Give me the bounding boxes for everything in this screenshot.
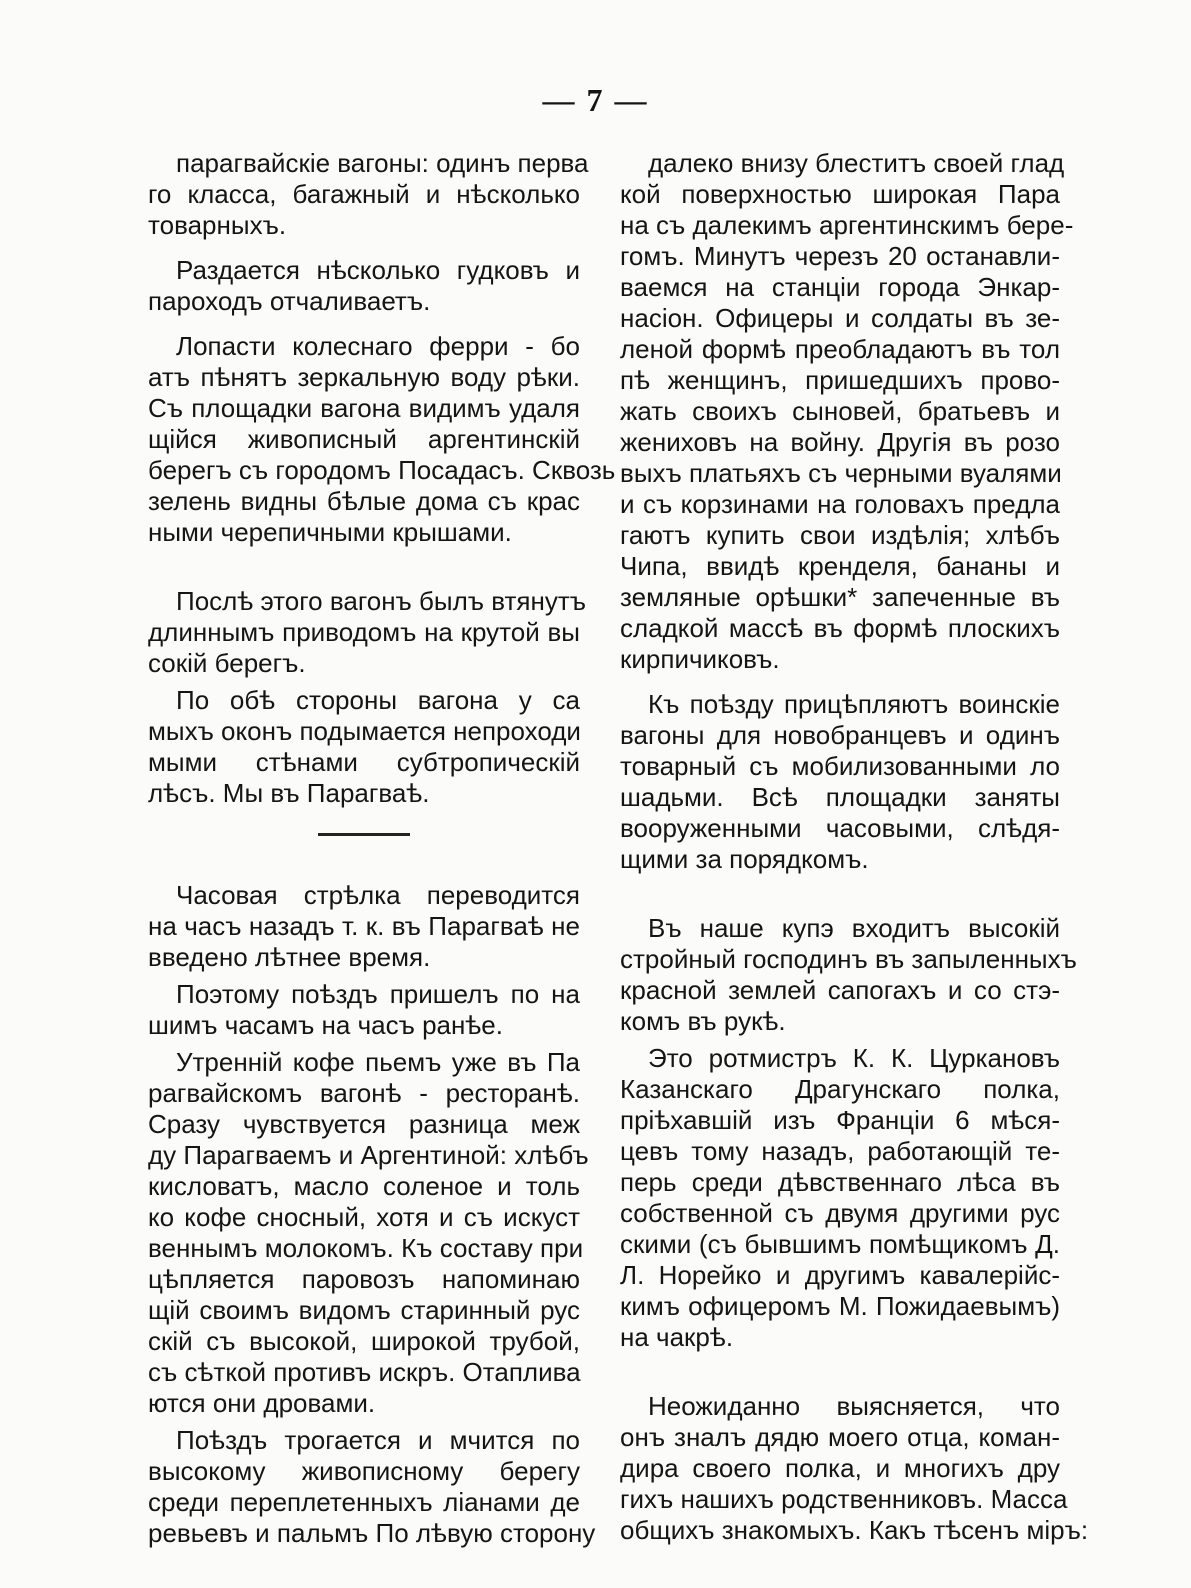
left-column bbox=[148, 148, 616, 1563]
text-line: По обѣ стороны вагона у са bbox=[176, 685, 580, 715]
text-line: пѣ женщинъ, пришедшихъ прово- bbox=[620, 365, 1060, 395]
text-line: общихъ знакомыхъ. Какъ тѣсенъ міръ: bbox=[620, 1515, 1089, 1545]
text-line: товарный съ мобилизованными ло bbox=[620, 751, 1060, 781]
text-line: среди переплетенныхъ ліанами де bbox=[148, 1487, 580, 1517]
text-line: сокій берегъ. bbox=[148, 648, 306, 678]
text-line: Лопасти колеснаго ферри - бо bbox=[176, 331, 580, 361]
text-line: дира своего полка, и многихъ дру bbox=[620, 1453, 1060, 1483]
text-line: кимъ офицеромъ М. Пожидаевымъ) bbox=[620, 1291, 1060, 1321]
paragraph bbox=[620, 689, 1060, 875]
text-line: скій съ высокой, широкой трубой, bbox=[148, 1326, 580, 1356]
text-line: далеко внизу блеститъ своей глад bbox=[648, 148, 1065, 178]
text-line: жать своихъ сыновей, братьевъ и bbox=[620, 396, 1060, 426]
text-line: стройный господинъ въ запыленныхъ bbox=[620, 944, 1077, 974]
text-line: длиннымъ приводомъ на крутой вы bbox=[148, 617, 580, 647]
text-line: на часъ назадъ т. к. въ Парагваѣ не bbox=[148, 911, 580, 941]
text-line: берегъ съ городомъ Посадасъ. Сквозь bbox=[148, 455, 616, 485]
text-line: зелень видны бѣлые дома съ крас bbox=[148, 486, 580, 516]
text-line: онъ зналъ дядю моего отца, коман- bbox=[620, 1422, 1060, 1452]
text-line: на съ далекимъ аргентинскимъ бере- bbox=[620, 210, 1074, 240]
paragraph bbox=[148, 1425, 596, 1549]
text-line: цевъ тому назадъ, работающій те- bbox=[620, 1136, 1060, 1166]
text-line: Казанскаго Драгунскаго полка, bbox=[620, 1074, 1060, 1104]
paragraph bbox=[148, 1047, 589, 1419]
paragraph bbox=[148, 880, 580, 973]
text-line: высокому живописному берегу bbox=[148, 1456, 580, 1486]
text-line: земляные орѣшки* запеченные въ bbox=[620, 582, 1060, 612]
text-line: перь среди дѣвственнаго лѣса въ bbox=[620, 1167, 1060, 1197]
text-line: леной формѣ преобладаютъ въ тол bbox=[620, 334, 1060, 364]
text-line: выхъ платьяхъ съ черными вуалями bbox=[620, 458, 1062, 488]
right-column bbox=[620, 148, 1089, 1560]
text-line: съ сѣткой противъ искръ. Отаплива bbox=[148, 1357, 581, 1387]
text-line: кирпичиковъ. bbox=[620, 644, 780, 674]
paragraph bbox=[148, 148, 589, 241]
text-line: Съ площадки вагона видимъ удаля bbox=[148, 393, 580, 423]
section-divider bbox=[318, 833, 410, 836]
text-line: Сразу чувствуется разница меж bbox=[148, 1109, 580, 1139]
paragraph bbox=[620, 1043, 1060, 1353]
text-line: комъ въ рукѣ. bbox=[620, 1006, 786, 1036]
text-line: щійся живописный аргентинскій bbox=[148, 424, 580, 454]
paragraph bbox=[620, 1391, 1089, 1546]
text-line: ными черепичными крышами. bbox=[148, 517, 512, 547]
text-line: мыхъ оконъ подымается непроходи bbox=[148, 716, 581, 746]
text-line: ревьевъ и пальмъ По лѣвую сторону bbox=[148, 1518, 596, 1548]
text-line: Часовая стрѣлка переводится bbox=[176, 880, 580, 910]
text-line: красной землей сапогахъ и со стэ- bbox=[620, 975, 1060, 1005]
text-line: Раздается нѣсколько гудковъ и bbox=[176, 255, 580, 285]
text-line: Л. Норейко и другимъ кавалерійс- bbox=[620, 1260, 1060, 1290]
text-line: Это ротмистръ К. К. Цуркановъ bbox=[648, 1043, 1060, 1073]
text-line: Поѣздъ трогается и мчится по bbox=[176, 1425, 580, 1455]
text-line: рагвайскомъ вагонѣ - ресторанѣ. bbox=[148, 1078, 580, 1108]
text-line: вагоны для новобранцевъ и одинъ bbox=[620, 720, 1060, 750]
text-line: кисловатъ, масло соленое и толь bbox=[148, 1171, 580, 1201]
text-line: гомъ. Минутъ черезъ 20 останавли- bbox=[620, 241, 1060, 271]
text-line: введено лѣтнее время. bbox=[148, 942, 431, 972]
text-line: Утренній кофе пьемъ уже въ Па bbox=[176, 1047, 580, 1077]
text-line: парагвайскіе вагоны: одинъ перва bbox=[176, 148, 589, 178]
text-line: ваемся на станціи города Энкар- bbox=[620, 272, 1060, 302]
text-line: ются они дровами. bbox=[148, 1388, 376, 1418]
paragraph bbox=[148, 979, 580, 1041]
paragraph bbox=[620, 148, 1074, 675]
text-line: скими (съ бывшимъ помѣщикомъ Д. bbox=[620, 1229, 1060, 1259]
text-line: Къ поѣзду прицѣпляютъ воинскіе bbox=[648, 689, 1060, 719]
text-line: кой поверхностью широкая Пара bbox=[620, 179, 1060, 209]
text-line: лѣсъ. Мы въ Парагваѣ. bbox=[148, 778, 430, 808]
text-line: цѣпляется паровозъ напоминаю bbox=[148, 1264, 580, 1294]
text-line: вооруженными часовыми, слѣдя- bbox=[620, 813, 1060, 843]
text-line: Послѣ этого вагонъ былъ втянутъ bbox=[176, 586, 586, 616]
paragraph bbox=[148, 331, 616, 548]
text-line: насіон. Офицеры и солдаты въ зе- bbox=[620, 303, 1060, 333]
text-line: мыми стѣнами субтропическій bbox=[148, 747, 580, 777]
text-line: щій своимъ видомъ старинный рус bbox=[148, 1295, 580, 1325]
paragraph bbox=[148, 255, 580, 317]
text-line: на чакрѣ. bbox=[620, 1322, 734, 1352]
text-line: Неожиданно выясняется, что bbox=[648, 1391, 1060, 1421]
paragraph bbox=[620, 913, 1077, 1037]
text-line: шадьми. Всѣ площадки заняты bbox=[620, 782, 1060, 812]
text-line: жениховъ на войну. Другія въ розо bbox=[620, 427, 1060, 457]
page-number: — 7 — bbox=[542, 82, 649, 118]
text-line: шимъ часамъ на часъ ранѣе. bbox=[148, 1010, 503, 1040]
text-line: Чипа, ввидѣ кренделя, бананы и bbox=[620, 551, 1060, 581]
text-line: гаютъ купить свои издѣлія; хлѣбъ bbox=[620, 520, 1060, 550]
text-line: щими за порядкомъ. bbox=[620, 844, 869, 874]
text-line: веннымъ молокомъ. Къ составу при bbox=[148, 1233, 584, 1263]
text-line: товарныхъ. bbox=[148, 210, 287, 240]
text-line: и съ корзинами на головахъ предла bbox=[620, 489, 1060, 519]
text-line: атъ пѣнятъ зеркальную воду рѣки. bbox=[148, 362, 580, 392]
text-line: ко кофе сносный, хотя и съ искуст bbox=[148, 1202, 580, 1232]
text-line: пароходъ отчаливаетъ. bbox=[148, 286, 431, 316]
text-line: го класса, багажный и нѣсколько bbox=[148, 179, 580, 209]
text-line: пріѣхавшій изъ Франціи 6 мѣся- bbox=[620, 1105, 1060, 1135]
text-line: сладкой массѣ въ формѣ плоскихъ bbox=[620, 613, 1060, 643]
paragraph bbox=[148, 586, 586, 679]
text-line: Въ наше купэ входитъ высокій bbox=[648, 913, 1060, 943]
paragraph bbox=[148, 685, 580, 809]
text-line: Поэтому поѣздъ пришелъ по на bbox=[176, 979, 580, 1009]
text-line: гихъ нашихъ родственниковъ. Масса bbox=[620, 1484, 1068, 1514]
text-line: собственной съ двумя другими рус bbox=[620, 1198, 1060, 1228]
text-line: ду Парагваемъ и Аргентиной: хлѣбъ bbox=[148, 1140, 589, 1170]
